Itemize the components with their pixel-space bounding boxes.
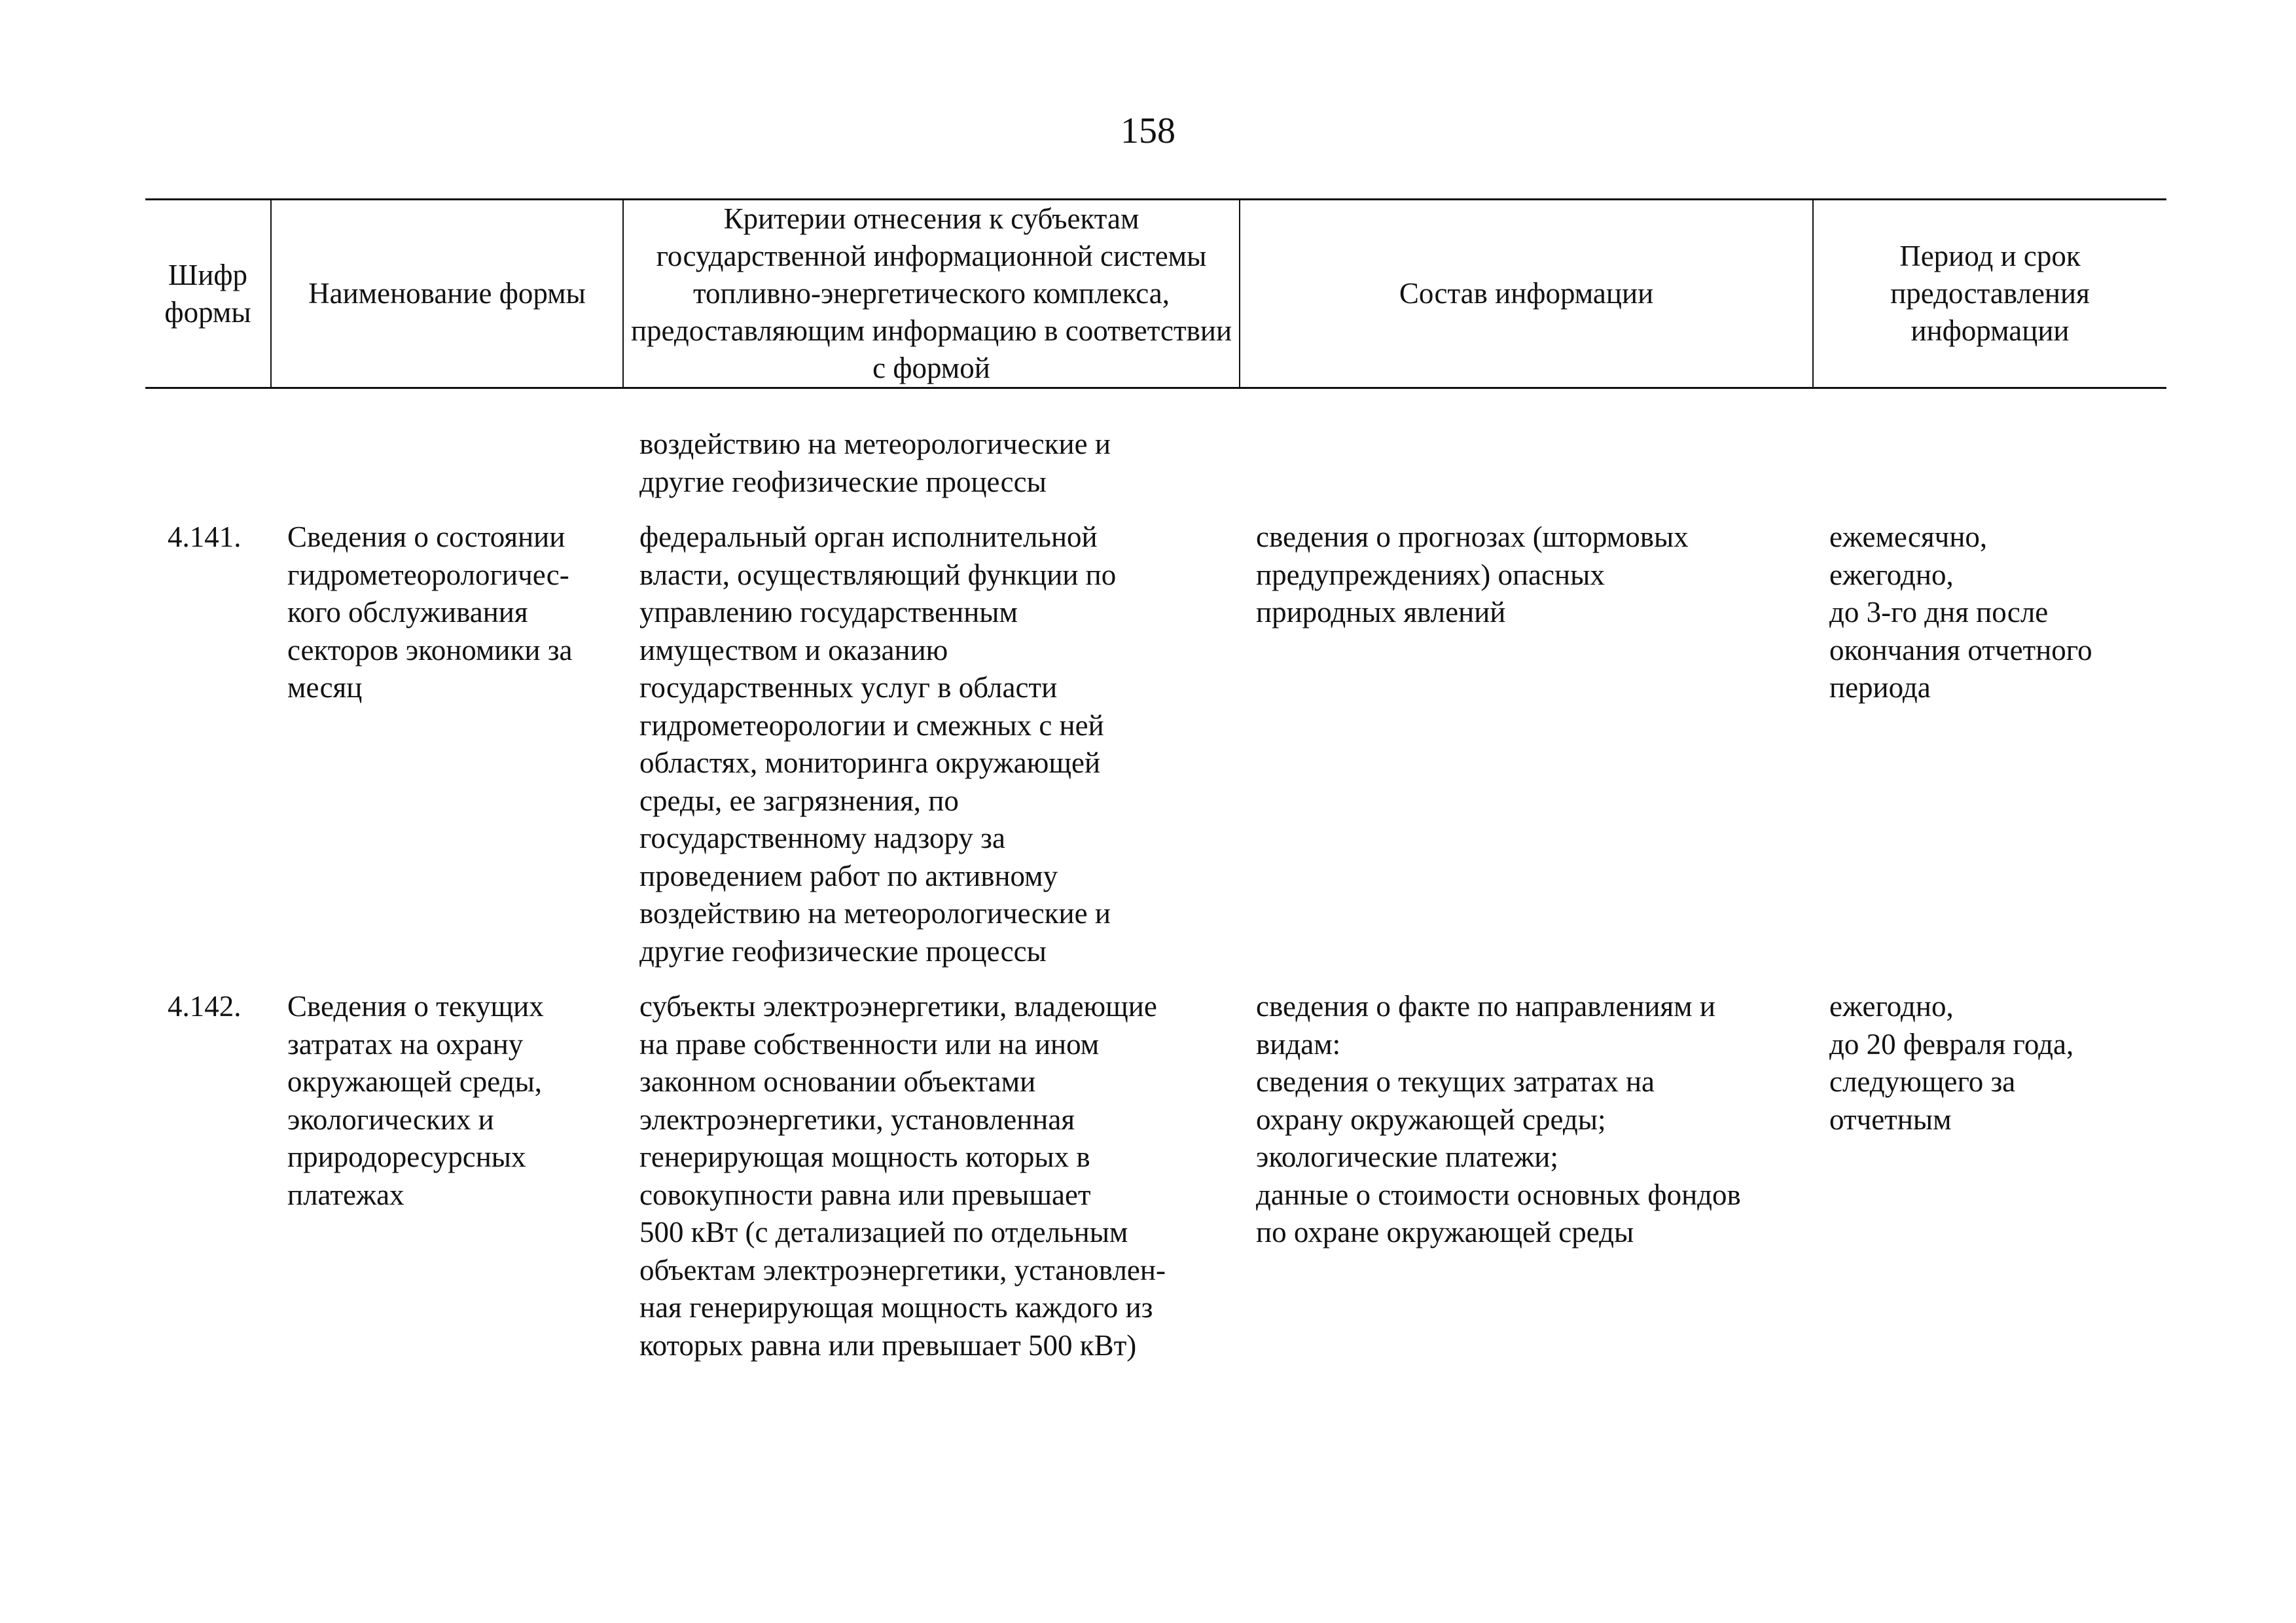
cell-code: 4.142. xyxy=(168,990,242,1023)
header-info-content: Состав информации xyxy=(1240,200,1814,387)
cell-code: 4.141. xyxy=(168,520,242,553)
cell-period xyxy=(1814,426,2166,501)
cell-period: ежемесячно, ежегодно, до 3-го дня после окончания отчетного периода xyxy=(1829,520,2092,704)
cell-info: сведения о факте по направлениям и видам: сведения о текущих затратах на охрану окружающей среды; экологические платежи; данные о стоимости основных фондов по охране окружающей среды xyxy=(1256,990,1741,1249)
cell-period: ежегодно, до 20 февраля года, следующего за отчетным xyxy=(1829,990,2074,1136)
header-period: Период и срок предоставления информации xyxy=(1890,240,2090,347)
cell-criteria: федеральный орган исполнительной власти, осуществляющий функции по управлению государственным имуществом и оказанию государственных услуг в области гидрометеорологии и смежных с ней областях, мониторинга окружающей среды, ее загрязнения, по государственному надзору за проведением работ по активному воздействию на метеорологические и другие геофизические процессы xyxy=(639,520,1117,968)
table-header xyxy=(145,198,2166,389)
cell-info: сведения о прогнозах (штормовых предупреждениях) опасных природных явлений xyxy=(1256,520,1689,629)
table-row xyxy=(145,988,2166,1364)
table-body xyxy=(145,389,2166,1364)
table-row-continuation xyxy=(145,426,2166,501)
cell-criteria: субъекты электроэнергетики, владеющие на праве собственности или на ином законном основании объектами электроэнергетики, установленная генерирующая мощность которых в совокупности равна или превышает 500 кВт (с детализацией по отдельным объектам электроэнергетики, установлен- ная генерирующая мощность каждого из которых равна или превышает 500 кВт) xyxy=(639,990,1166,1362)
cell-name xyxy=(272,426,624,501)
header-criteria: Критерии отнесения к субъектам государственной информационной системы топливно-энергетического комплекса, предоставляющим информацию в соответствии с формой xyxy=(624,200,1240,387)
forms-table xyxy=(145,198,2166,1382)
cell-criteria: воздействию на метеорологические и другие геофизические процессы xyxy=(639,428,1111,498)
table-row xyxy=(145,519,2166,970)
cell-name: Сведения о состоянии гидрометеорологичес- кого обслуживания секторов экономики за месяц xyxy=(287,520,573,704)
header-form-name: Наименование формы xyxy=(272,200,624,387)
cell-name: Сведения о текущих затратах на охрану окружающей среды, экологических и природоресурсных платежах xyxy=(287,990,544,1211)
cell-code xyxy=(145,426,272,501)
page-number: 158 xyxy=(1121,111,1175,151)
header-form-code: Шифр формы xyxy=(145,200,272,387)
cell-info xyxy=(1240,426,1814,501)
